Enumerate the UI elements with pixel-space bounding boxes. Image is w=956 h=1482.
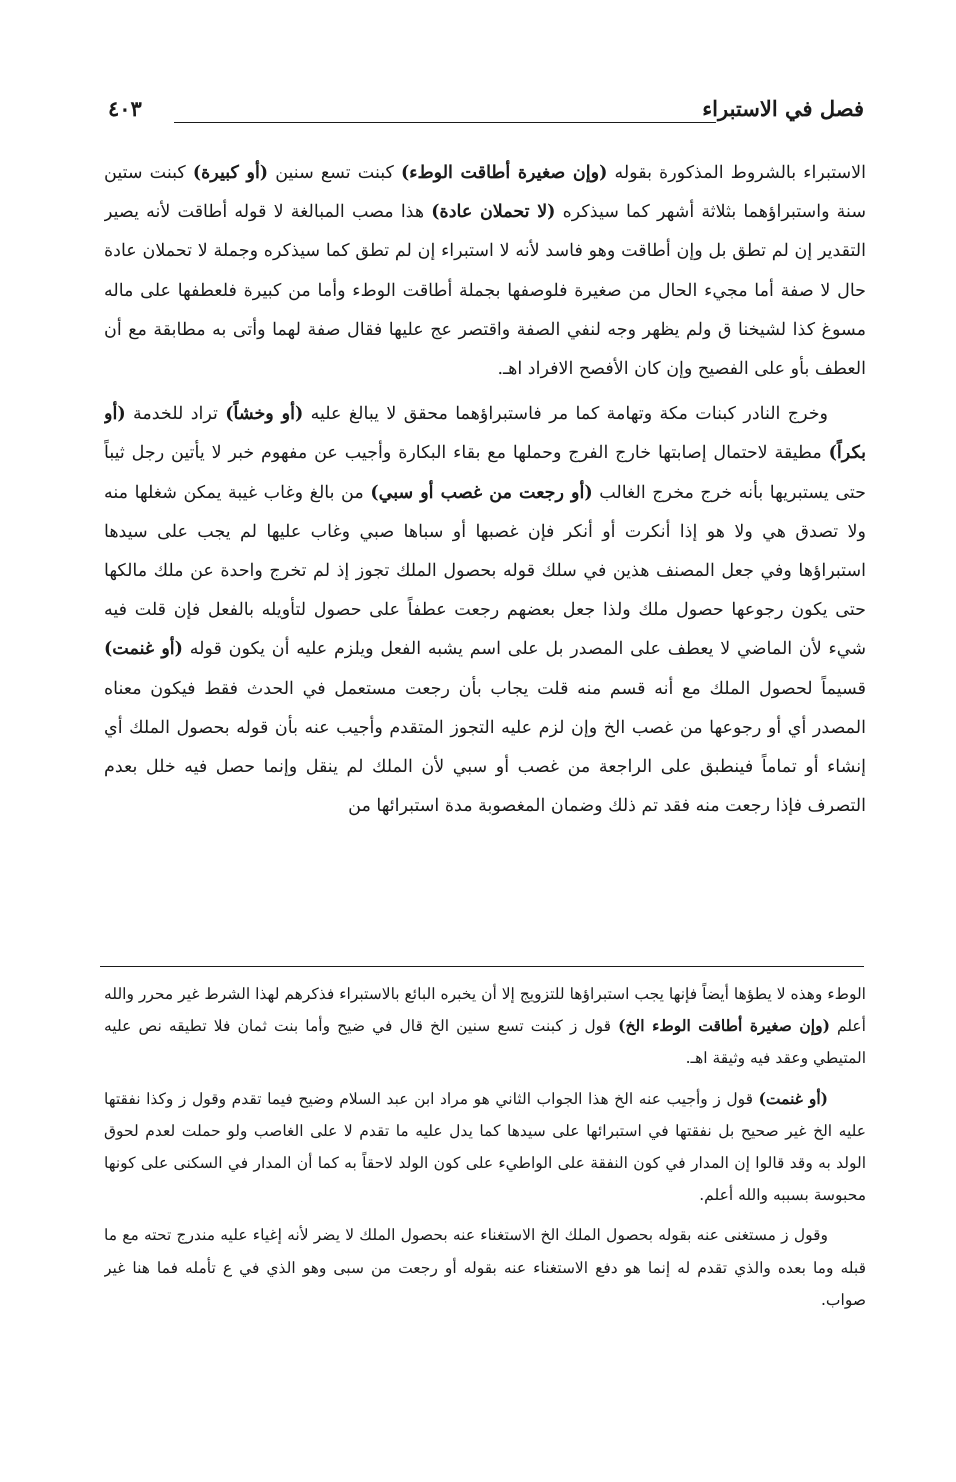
- text-run: قول ز كبنت تسع سنين الخ قال في ضيح وأما بنت ثمان فلا تطيقه نص عليه المتيطي وعقد فيه وثيقة اهـ.: [104, 1017, 866, 1068]
- text-run: قول ز وأجيب عنه الخ هذا الجواب الثاني هو مراد ابن عبد السلام وضيح فيما تقدم وقول ز وكذا نفقتها عليه الخ غير صحيح بل نفقتها في استبرائها على سيدها كما يدل عليه ما تقدم لا على الغاصب ولو حملت لعدم لحوق الولد به وقد قالوا إن المدار في كون النفقة على الواطيء على كون الولد لاحقاً به كما أن المدار في السكنى على كونها محبوسة بسببه والله أعلم.: [104, 1089, 866, 1205]
- footnote-paragraph-3: [104, 1219, 866, 1316]
- matn-quote: (وإن صغيرة أطاقت الوطء الخ): [618, 1016, 830, 1036]
- text-run: وخرج النادر كبنات مكة وتهامة كما مر فاستبراؤهما محقق لا يبالغ عليه: [303, 404, 829, 425]
- text-run: مطيقة لاحتمال إصابتها خارج الفرج وحملها مع بقاء البكارة وأجيب عن مفهوم خبر لا يأتين رجل ثيباً حتى يستبريها بأنه خرج مخرج الغالب: [104, 443, 866, 503]
- text-run: كبنت تسع سنين: [268, 163, 401, 183]
- text-run: وقول ز مستغنى عنه بقوله بحصول الملك الخ الاستغناء عنه بحصول الملك لا يضر لأنه إغياء عليه مندرج تحته مع ما قبله وما بعده والذي تقدم له إنما هو دفع الاستغناء عنه بقوله أو رجعت من سبى وهو الذي في ع تأمله فما هنا غير صواب.: [104, 1226, 866, 1309]
- text-run: قسيماً لحصول الملك مع أنه قسم منه قلت يجاب بأن رجعت مستعمل في الحدث فقط فيكون معناه المصدر أي أو رجوعها من غصب الخ وإن لزم عليه التجوز المتقدم وأجيب عنه بأن قوله بحصول الملك أي إنشاء أو تماماً فينطبق على الراجعة من غصب أو سبي لأن الملك لم ينقل وإنما حصل فيه خلل بعدم التصرف فإذا رجعت منه فقد تم ذلك وضمان المغصوبة مدة استبرائها من: [104, 678, 866, 817]
- text-run: الاستبراء بالشروط المذكورة بقوله: [607, 163, 866, 183]
- text-run: تراد للخدمة: [125, 404, 226, 425]
- matn-quote: (أو كبيرة): [192, 163, 269, 183]
- text-run: هذا مصب المبالغة لا قوله أطاقت لأنه يصير التقدير إن لم تطق بل وإن أطاقت وهو فاسد لأنه لا استبراء إن لم تطق كما سيذكره وجملة لا تحملان عادة حال لا صفة أما مجيء الحال من صغيرة فلوصفها بجملة أطاقت الوطء وأما من كبيرة فلعطفها على ماله مسوغ كذا لشيخنا ق ولم يظهر وجه لنفي الصفة واقتصر عج عليها فقال صفة لهما وأتى به مطابقة مع أن العطف بأو على الفصيح وإن كان الأفصح الافراد اهـ.: [104, 202, 866, 380]
- page-number: ٤٠٣: [108, 96, 142, 121]
- footnote-paragraph-1: [104, 978, 866, 1075]
- matn-quote: (أو غنمت): [104, 639, 183, 660]
- text-run: من بالغ وغاب غيبة يمكن شغلها منه ولا تصدق هي ولا هو إذا أنكرت أو أنكر فإن غصبها أو سباها صبي وغاب عليها لم يجب على سيدها استبراؤها وفي جعل المصنف هذين في سلك قوله بحصول الملك تجوز إذ لم تخرج واحدة عن ملك مالكها حتى يكون رجوعها حصول ملك ولذا جعل بعضهم رجعت عطفاً على حصول لتأويله بالفعل فإن قلت فيه شيء لأن الماضي لا يعطف على المصدر بل على اسم يشبه الفعل ويلزم عليه أن يكون قوله: [104, 482, 866, 660]
- text-run: الوطء وهذه لا يطؤها أيضاً فإنها يجب استبراؤها للتزويج إلا أن يخبره البائع بالاستبراء فذكرهم لهذا الشرط غير محرر والله أعلم: [104, 985, 866, 1036]
- header-rule: [174, 122, 716, 123]
- text-run: كبنت ستين سنة واستبراؤهما بثلاثة أشهر كما سيذكره: [104, 163, 866, 223]
- matn-quote: (أو وخشاً): [225, 404, 304, 425]
- matn-quote: (أو غنمت): [758, 1088, 828, 1108]
- footnotes: [104, 978, 866, 1398]
- footnote-separator: [100, 966, 864, 967]
- matn-quote: (لا تحملان عادة): [431, 202, 556, 223]
- page-header: [108, 96, 864, 136]
- running-title: فصل في الاستبراء: [702, 96, 864, 121]
- matn-quote: (أو رجعت من غصب أو سبي): [370, 482, 593, 503]
- main-text: [104, 154, 866, 954]
- footnote-paragraph-2: [104, 1083, 866, 1212]
- main-paragraph-2: [104, 395, 866, 826]
- main-paragraph-1: [104, 154, 866, 389]
- matn-quote: (أو بكراً): [104, 404, 866, 464]
- matn-quote: (وإن صغيرة أطاقت الوطء): [400, 163, 608, 183]
